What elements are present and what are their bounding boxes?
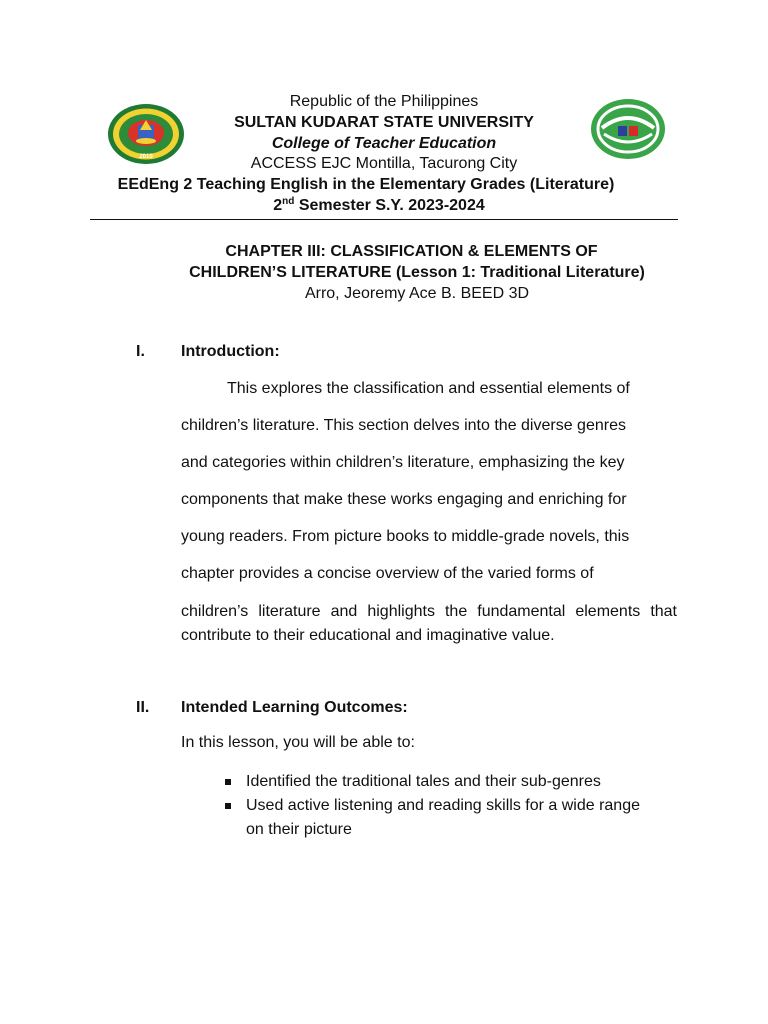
semester-ordinal-suffix: nd [282,196,295,207]
section-title: Intended Learning Outcomes: [181,699,408,716]
semester-rest: Semester S.Y. 2023-2024 [294,197,485,214]
chapter-title-line-2: CHILDREN’S LITERATURE (Lesson 1: Traditional Literature) [189,264,645,281]
list-item [222,794,662,842]
university-name: SULTAN KUDARAT STATE UNIVERSITY [234,114,534,131]
paragraph-last-block: children’s literature and highlights the fundamental elements that contribute to their educational and imaginative value. [181,603,677,644]
campus-address: ACCESS EJC Montilla, Tacurong City [250,155,518,172]
republic-line: Republic of the Philippines [289,93,479,110]
section-number: I. [136,343,145,360]
paragraph-line: children’s literature. This section delves into the diverse genres [181,417,626,434]
bullet-icon [225,779,231,785]
seal-year: 2010 [139,154,153,160]
paragraph-line: components that make these works engaging and enriching for [181,491,627,508]
header-divider [90,219,678,220]
college-name: College of Teacher Education [271,135,497,152]
paragraph-line: young readers. From picture books to middle-grade novels, this [181,528,630,545]
list-item-text: Used active listening and reading skills for a wide range on their picture [246,797,640,838]
author-line: Arro, Jeoremy Ace B. BEED 3D [304,285,530,302]
list-item [222,770,662,794]
outcomes-list [222,770,662,842]
bullet-icon [225,803,231,809]
section-number: II. [136,699,150,716]
paragraph-line: and categories within children’s literature, emphasizing the key [181,454,625,471]
paragraph-line: This explores the classification and essential elements of [227,380,630,397]
list-item-text: Identified the traditional tales and their sub-genres [246,773,601,790]
introduction-paragraph [181,378,677,648]
semester-line [0,197,763,215]
section-title: Introduction: [181,343,280,360]
semester-ordinal: 2 [273,197,283,214]
chapter-title-line-1: CHAPTER III: CLASSIFICATION & ELEMENTS OF [225,243,598,260]
paragraph-line: chapter provides a concise overview of the varied forms of [181,565,594,582]
outcomes-lead: In this lesson, you will be able to: [181,734,415,751]
course-title: EEdEng 2 Teaching English in the Elementary Grades (Literature) [117,176,615,193]
